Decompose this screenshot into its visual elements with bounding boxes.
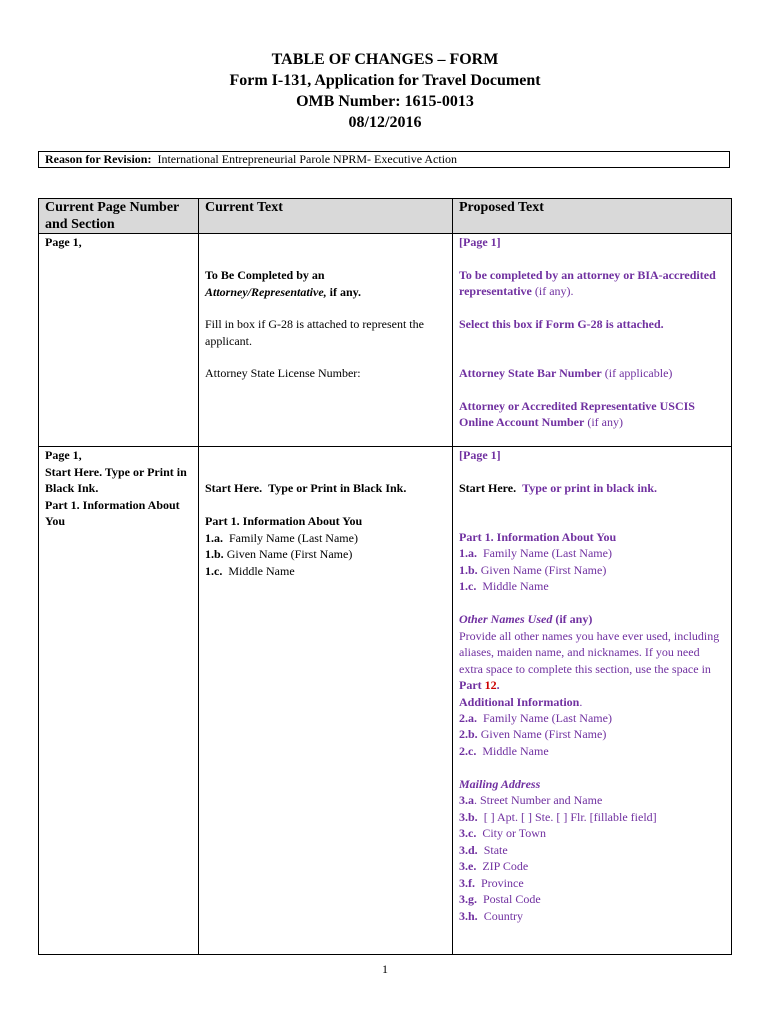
row1-current-a: To Be Completed by an Attorney/Representative, if any. [205, 268, 361, 299]
row2-proposed-page: [Page 1] [459, 448, 501, 462]
col-header-proposed-text: Proposed Text [453, 199, 732, 234]
row2-proposed-3b: 3.b. [ ] Apt. [ ] Ste. [ ] Flr. [fillable field] [459, 809, 657, 824]
reason-value: International Entrepreneurial Parole NPRM- Executive Action [157, 152, 458, 166]
row1-page-cell [39, 234, 199, 447]
table-header-row [39, 199, 732, 234]
row2-current-part1: Part 1. Information About You [205, 514, 363, 528]
row2-current-cell [199, 447, 453, 955]
row2-proposed-2a: 2.a. Family Name (Last Name) [459, 710, 612, 725]
row2-proposed-1b: 1.b. Given Name (First Name) [459, 562, 607, 577]
row2-other-names-heading: Other Names Used (if any) [459, 612, 593, 626]
col-header-page-section: Current Page Number and Section [39, 199, 199, 234]
row2-current-start: Start Here. Type or Print in Black Ink. [205, 481, 407, 495]
title-line-3: OMB Number: 1615-0013 [296, 93, 474, 110]
row1-current-b: Fill in box if G-28 is attached to represent the applicant. [205, 317, 424, 348]
row2-mailing-heading: Mailing Address [459, 776, 541, 791]
row1-proposed-a: To be completed by an attorney or BIA-accredited representative (if any). [459, 267, 716, 298]
row2-proposed-3f: 3.f. Province [459, 875, 524, 890]
row1-proposed-cell [453, 234, 732, 447]
row1-proposed-c: Attorney State Bar Number (if applicable) [459, 365, 673, 380]
row2-page-2: Start Here. Type or Print in Black Ink. [45, 464, 187, 495]
row2-other-names-text: Provide all other names you have ever used, including aliases, maiden name, and nicknames. If you need extra space to complete this section, use the space in Part 12. Additional Information. [459, 628, 720, 709]
row2-proposed-3e: 3.e. ZIP Code [459, 859, 529, 873]
row2-proposed-3h: 3.h. Country [459, 908, 524, 923]
row2-proposed-1a: 1.a. Family Name (Last Name) [459, 546, 612, 560]
title-line-2: Form I-131, Application for Travel Document [229, 72, 541, 89]
row2-page-cell [39, 447, 199, 955]
table-row [39, 447, 732, 955]
reason-for-revision [38, 151, 730, 168]
row2-current-1b: 1.b. Given Name (First Name) [205, 547, 353, 561]
reason-label: Reason for Revision: [45, 152, 152, 166]
row2-current-1a: 1.a. Family Name (Last Name) [205, 530, 358, 545]
row2-proposed-2c: 2.c. Middle Name [459, 743, 549, 758]
changes-table [38, 198, 732, 955]
row2-page-1: Page 1, [45, 448, 82, 462]
row2-proposed-3d: 3.d. State [459, 842, 508, 857]
row2-proposed-start: Start Here. Type or print in black ink. [459, 480, 658, 495]
page-number: 1 [382, 962, 388, 976]
row2-proposed-part1: Part 1. Information About You [459, 529, 617, 544]
row2-proposed-3g: 3.g. Postal Code [459, 892, 541, 906]
row2-proposed-cell [453, 447, 732, 955]
title-line-1: TABLE OF CHANGES – FORM [271, 51, 499, 68]
table-row [39, 234, 732, 447]
row2-proposed-3a: 3.a. Street Number and Name [459, 793, 603, 807]
row1-proposed-page: [Page 1] [459, 235, 501, 249]
row1-proposed-d: Attorney or Accredited Representative USCIS Online Account Number (if any) [459, 398, 695, 429]
row2-proposed-2b: 2.b. Given Name (First Name) [459, 727, 607, 741]
row1-current-cell [199, 234, 453, 447]
row2-proposed-3c: 3.c. City or Town [459, 826, 546, 840]
row1-proposed-b: Select this box if Form G-28 is attached. [459, 316, 664, 331]
row1-page: Page 1, [45, 235, 82, 249]
title-line-4: 08/12/2016 [348, 114, 422, 131]
row2-page-3: Part 1. Information About You [45, 497, 180, 528]
row1-current-c: Attorney State License Number: [205, 366, 361, 380]
col-header-current-text: Current Text [199, 199, 453, 234]
row2-current-1c: 1.c. Middle Name [205, 563, 295, 578]
row2-proposed-1c: 1.c. Middle Name [459, 579, 549, 593]
